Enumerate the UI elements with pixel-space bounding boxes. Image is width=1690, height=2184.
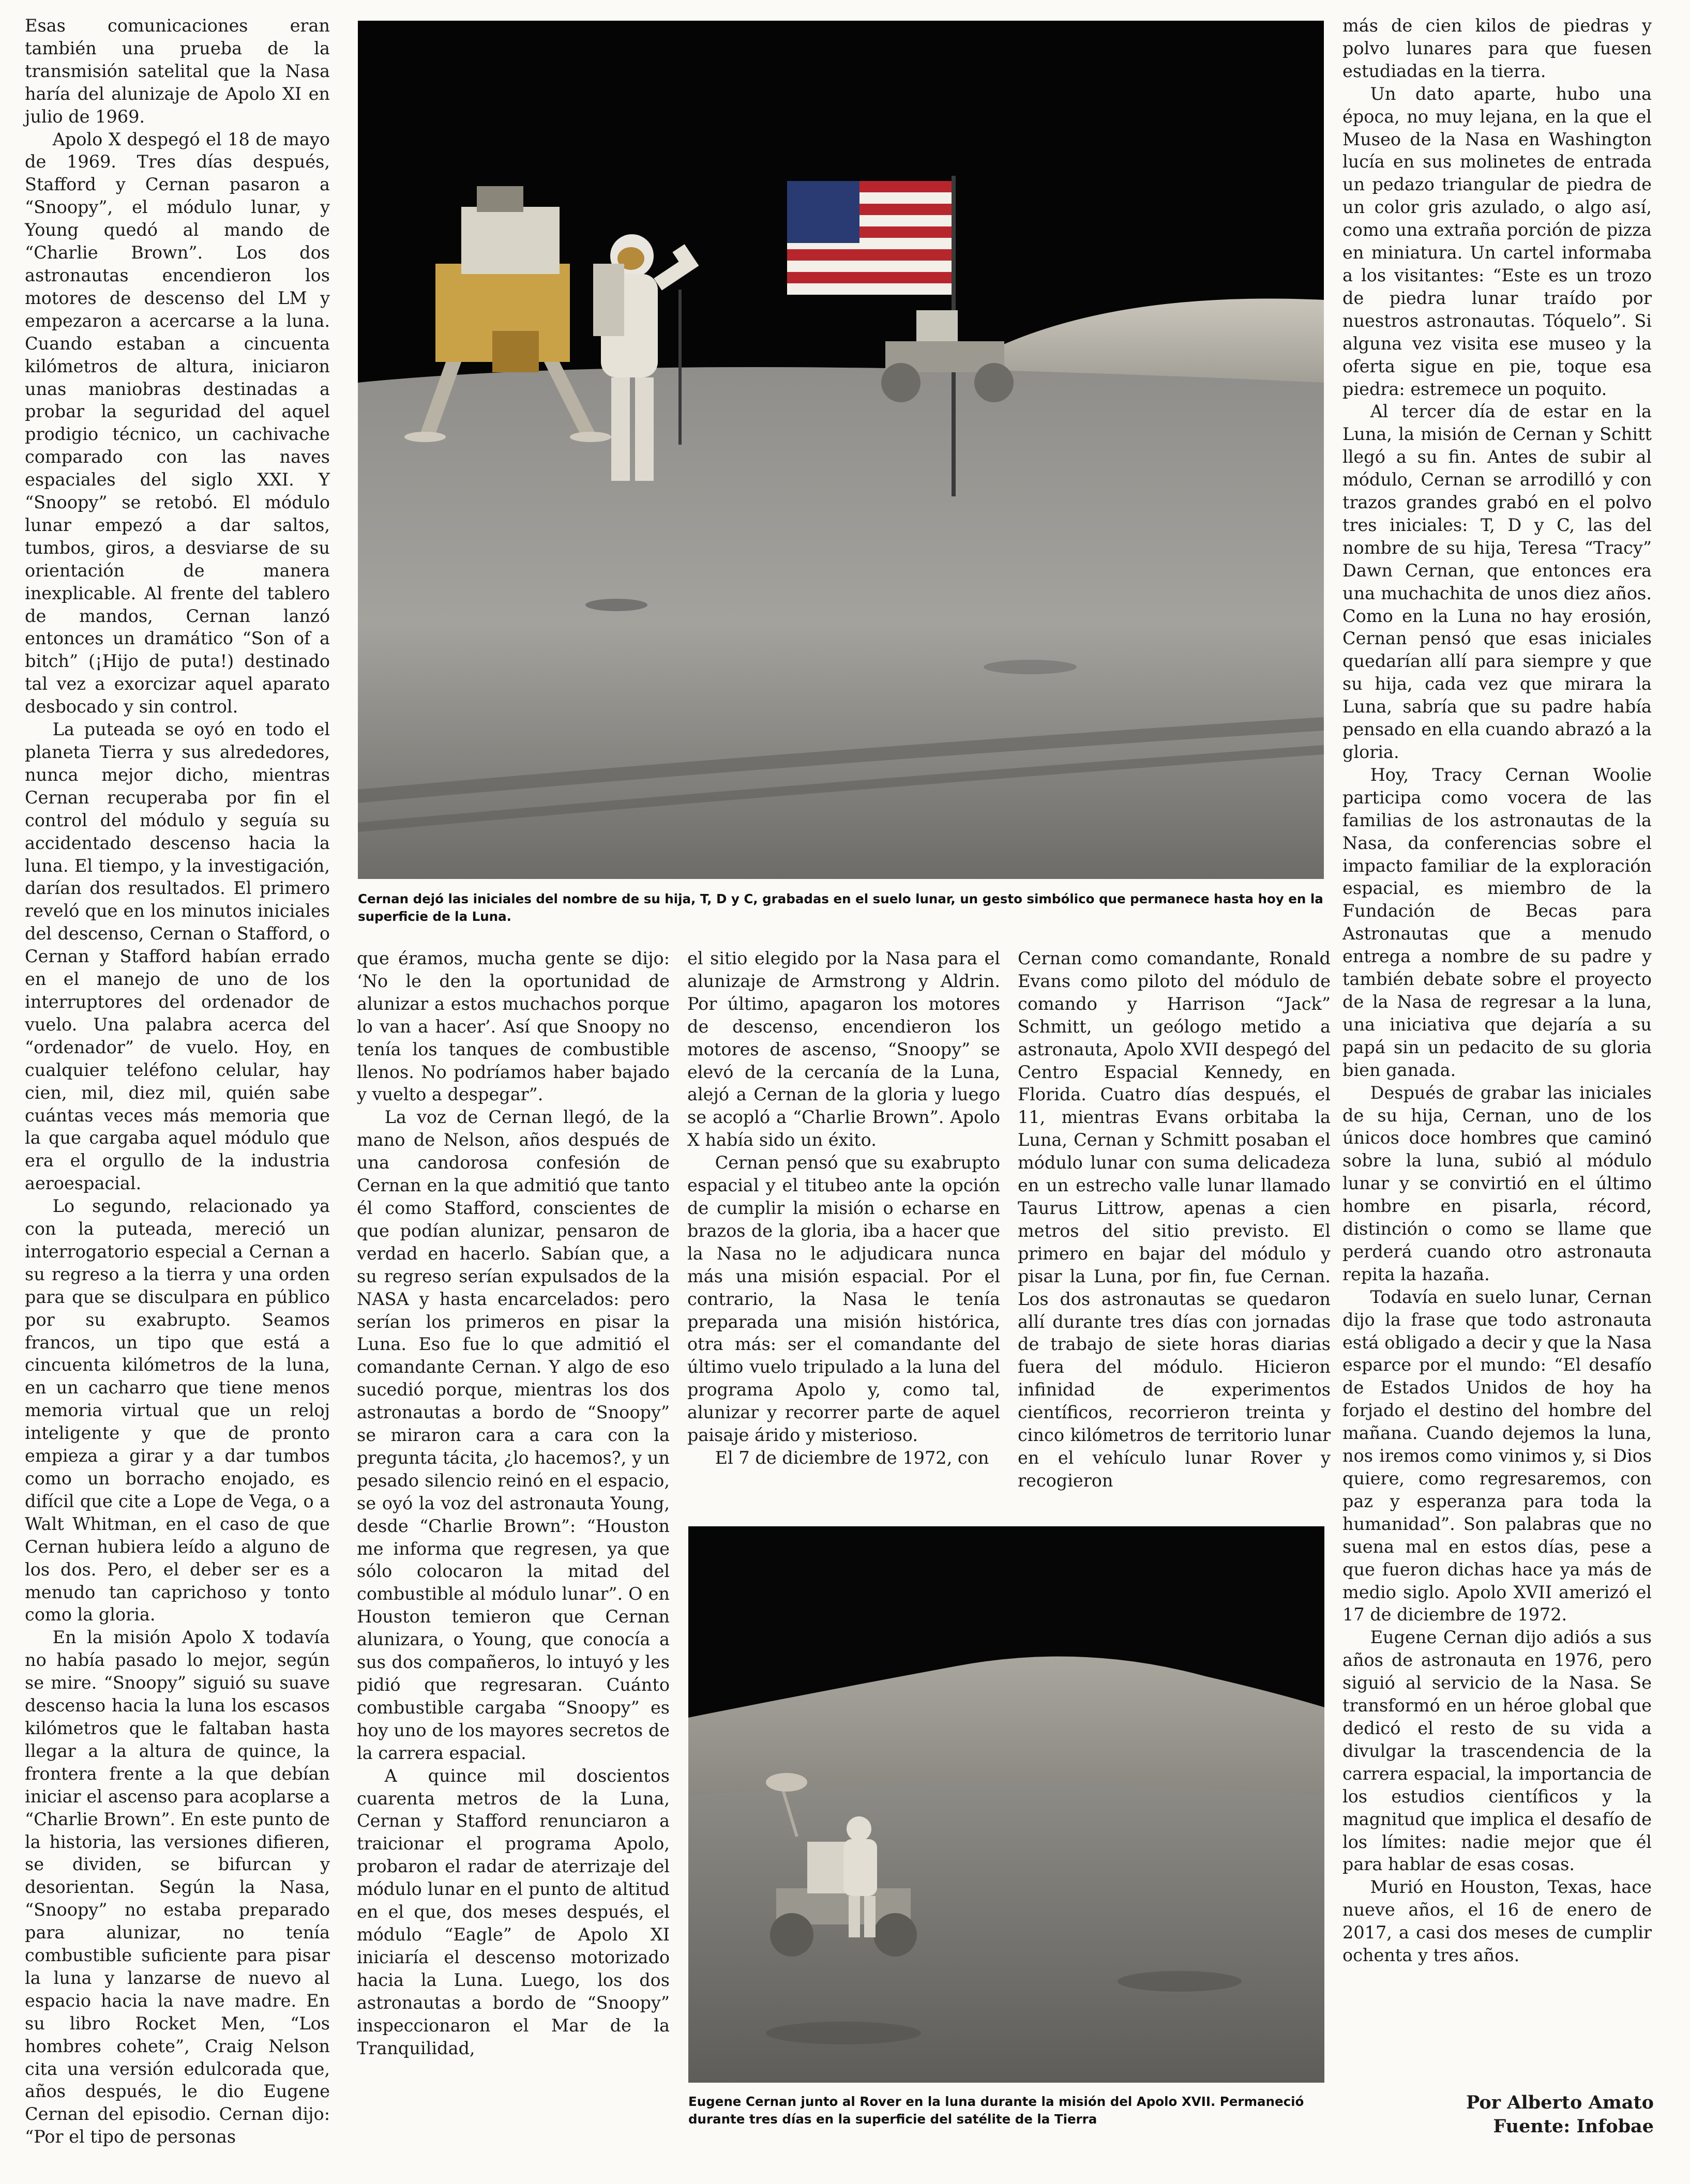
photo-caption: Eugene Cernan junto al Rover en la luna durante la misión del Apolo XVII. Permaneció durante tres días en la superficie del satélite de la Tierra — [688, 2094, 1304, 2127]
paragraph: A quince mil doscientos cuarenta metros de la Luna, Cernan y Stafford renunciaron a traicionar el programa Apolo, probaron el radar de aterrizaje del módulo lunar en el punto de altitud en el que, dos meses después, el módulo “Eagle” de Apolo XI iniciaría el descenso motorizado hacia la Luna. Luego, los dos astronautas a bordo de “Snoopy” inspeccionaron el Mar de la Tranquilidad, — [357, 1765, 670, 2058]
paragraph: Todavía en suelo lunar, Cernan dijo la frase que todo astronauta está obligado a decir y que la Nasa esparce por el mundo: “El desafío de Estados Unidos de hoy ha forjado el destino del hombre del mañana. Cuando dejemos la luna, nos iremos como vinimos y, si Dios quiere, como regresaremos, con paz y esperanza para toda la humanidad”. Son palabras que no suena mal en estos días, pese a que fueron dichas hace ya más de medio siglo. Apolo XVII amerizó el 17 de diciembre de 1972. — [1342, 1286, 1652, 1625]
paragraph: La voz de Cernan llegó, de la mano de Nelson, años después de una candorosa confesión de Cernan en la que admitió que tanto él como Stafford, conscientes de que podían alunizar, pensaron de verdad en hacerlo. Sabían que, a su regreso serían expulsados de la NASA y hasta encarcelados: pero serían los primeros en pisar la Luna. Eso fue lo que admitió el comandante Cernan. Y algo de eso sucedió porque, mientras los dos astronautas a bordo de “Snoopy” se miraron cara a cara con la pregunta tácita, ¿lo hacemos?, y un pesado silencio reinó en el espacio, se oyó la voz del astronauta Young, desde “Charlie Brown”: “Houston me informa que regresen, ya que sólo colocaron la mitad del combustible al módulo lunar”. O en Houston temieron que Cernan alunizara, o Young, que conocía a sus dos compañeros, lo intuyó y les pidió que regresaran. Cuánto combustible cargaba “Snoopy” es hoy uno de los mayores secretos de la carrera espacial. — [357, 1107, 670, 1763]
source: Fuente: Infobae — [1493, 2116, 1654, 2137]
article-column-1 — [25, 14, 330, 2148]
paragraph: Eugene Cernan dijo adiós a sus años de astronauta en 1976, pero siguió al servicio de la Nasa. Se transformó en un héroe global que dedicó el resto de su vida a divulgar la trascendencia de la carrera espacial, la importancia de los estudios científicos y la magnitud que implica el desafío de los límites: nadie mejor que él para hablar de esas cosas. — [1342, 1627, 1652, 1875]
article-column-2 — [357, 947, 670, 2059]
article-column-3 — [687, 947, 1000, 1469]
paragraph: Al tercer día de estar en la Luna, la misión de Cernan y Schitt llegó a su fin. Antes de subir al módulo, Cernan se arrodilló y con trazos grandes grabó en el polvo tres iniciales: T, D y C, las del nombre de su hija, Teresa “Tracy” Dawn Cernan, que entonces era una muchachita de unos diez años. Como en la Luna no hay erosión, Cernan pensó que esas iniciales quedarían allí para siempre y que su hija, cada vez que mirara la Luna, sabría que su padre había pensado en ella cuando abrazó a la gloria. — [1342, 401, 1652, 762]
paragraph: Lo segundo, relacionado ya con la puteada, mereció un interrogatorio especial a Cernan a su regreso a la tierra y una orden para que se disculpara en público por su exabrupto. Seamos francos, un tipo que está a cincuenta kilómetros de la luna, en un cacharro que tiene menos memoria virtual que un reloj inteligente y que de pronto empieza a girar y a dar tumbos como un borracho enojado, es difícil que cite a Lope de Vega, o a Walt Whitman, en el caso de que Cernan hubiera leído a alguno de los dos. Pero, el deber ser es a menudo tan caprichoso y tonto como la gloria. — [25, 1196, 330, 1625]
article-column-5 — [1342, 14, 1652, 1967]
article-column-4 — [1018, 947, 1331, 1492]
paragraph: Hoy, Tracy Cernan Woolie participa como vocera de las familias de los astronautas de la Nasa, da conferencias sobre el impacto familiar de la exploración espacial, es miembro de la Fundación de Becas para Astronautas que a menudo entrega a nombre de su padre y también debate sobre el proyecto de la Nasa de regresar a la luna, una iniciativa que dejaría a su papá sin un pedacito de su gloria bien ganada. — [1342, 764, 1652, 1080]
paragraph: El 7 de diciembre de 1972, con — [715, 1447, 989, 1468]
paragraph: que éramos, mucha gente se dijo: ‘No le den la oportunidad de alunizar a estos muchachos porque lo van a hacer’. Así que Snoopy no tenía los tanques de combustible llenos. No podríamos haber bajado y vuelto a despegar”. — [357, 948, 670, 1105]
photo-lunar-rover — [688, 1526, 1324, 2083]
author: Por Alberto Amato — [1466, 2092, 1654, 2113]
paragraph: el sitio elegido por la Nasa para el alunizaje de Armstrong y Aldrin. Por último, apagaron los motores de descenso, encendieron los motores de ascenso, “Snoopy” se elevó de la cercanía de la Luna, alejó a Cernan de la gloria y luego se acopló a “Charlie Brown”. Apolo X había sido un éxito. — [687, 948, 1000, 1150]
paragraph: Un dato aparte, hubo una época, no muy lejana, en la que el Museo de la Nasa en Washington lucía en sus molinetes de entrada un pedazo triangular de piedra de un color gris azulado, o algo así, como una extraña porción de pizza en miniatura. Un cartel informaba a los visitantes: “Este es un trozo de piedra lunar traído por nuestros astronautas. Tóquelo”. Si alguna vez visita ese museo y la oferta sigue en pie, toque esa piedra: estremece un poquito. — [1342, 83, 1652, 399]
paragraph: más de cien kilos de piedras y polvo lunares para que fuesen estudiadas en la tierra. — [1342, 16, 1652, 81]
paragraph: Esas comunicaciones eran también una prueba de la transmisión satelital que la Nasa haría del alunizaje de Apolo XI en julio de 1969. — [25, 16, 330, 127]
photo-caption: Cernan dejó las iniciales del nombre de su hija, T, D y C, grabadas en el suelo lunar, un gesto simbólico que permanece hasta hoy en la superficie de la Luna. — [358, 891, 1323, 924]
photo-astronaut-flag — [358, 21, 1324, 879]
paragraph: Después de grabar las iniciales de su hija, Cernan, uno de los únicos doce hombres que caminó sobre la luna, subió al módulo lunar y se convirtió en el último hombre en pisarla, récord, distinción o como se llame que perderá cuando otro astronauta repita la hazaña. — [1342, 1082, 1652, 1284]
paragraph: En la misión Apolo X todavía no había pasado lo mejor, según se mire. “Snoopy” siguió su suave descenso hacia la luna los escasos kilómetros que le faltaban hasta llegar a la altura de quince, la frontera frente a la que debían iniciar el ascenso para acoplarse a “Charlie Brown”. En este punto de la historia, las versiones difieren, se dividen, se bifurcan y desorientan. Según la Nasa, “Snoopy” no estaba preparado para alunizar, no tenía combustible suficiente para pisar la luna y lanzarse de nuevo al espacio hacia la nave madre. En su libro Rocket Men, “Los hombres cohete”, Craig Nelson cita una versión edulcorada que, años después, le dio Eugene Cernan del episodio. Cernan dijo: “Por el tipo de personas — [25, 1627, 330, 2147]
paragraph: La puteada se oyó en todo el planeta Tierra y sus alrededores, nunca mejor dicho, mientras Cernan recuperaba por fin el control del módulo y seguía su accidentado descenso hacia la luna. El tiempo, y la investigación, darían dos resultados. El primero reveló que en los minutos iniciales del descenso, Cernan o Stafford, o Cernan y Stafford habían errado en el manejo de uno de los interruptores del ordenador de vuelo. Una palabra acerca del “ordenador” de vuelo. Hoy, en cualquier teléfono celular, hay cien, mil, diez mil, quién sabe cuántas veces más memoria que la que cargaba aquel módulo que era el orgullo de la industria aeroespacial. — [25, 719, 330, 1194]
paragraph: Murió en Houston, Texas, hace nueve años, el 16 de enero de 2017, a casi dos meses de cumplir ochenta y tres años. — [1342, 1877, 1652, 1966]
paragraph: Apolo X despegó el 18 de mayo de 1969. Tres días después, Stafford y Cernan pasaron a “Snoopy”, el módulo lunar, y Young quedó al mando de “Charlie Brown”. Los dos astronautas encendieron los motores de descenso del LM y empezaron a acercarse a la luna. Cuando estaban a cincuenta kilómetros de altura, iniciaron unas maniobras destinadas a probar la seguridad del aquel prodigio técnico, un cachivache comparado con las naves espaciales del siglo XXI. Y “Snoopy” se retobó. El módulo lunar empezó a dar saltos, tumbos, giros, a desviarse de su orientación de manera inexplicable. Al frente del tablero de mandos, Cernan lanzó entonces un dramático “Son of a bitch” (¡Hijo de puta!) destinado tal vez a exorcizar aquel aparato desbocado y sin control. — [25, 129, 330, 717]
byline — [1466, 2091, 1654, 2138]
paragraph: Cernan como comandante, Ronald Evans como piloto del módulo de comando y Harrison “Jack” Schmitt, un geólogo metido a astronauta, Apolo XVII despegó del Centro Espacial Kennedy, en Florida. Cuatro días después, el 11, mientras Evans orbitaba la Luna, Cernan y Schmitt posaban el módulo lunar con suma delicadeza en un estrecho valle lunar llamado Taurus Littrow, apenas a cien metros del sitio previsto. El primero en bajar del módulo y pisar la Luna, por fin, fue Cernan. Los dos astronautas se quedaron allí durante tres días con jornadas de trabajo de siete horas diarias fuera del módulo. Hicieron infinidad de experimentos científicos, recorrieron treinta y cinco kilómetros de territorio lunar en el vehículo lunar Rover y recogieron — [1018, 948, 1331, 1491]
paragraph: Cernan pensó que su exabrupto espacial y el titubeo ante la opción de cumplir la misión o echarse en brazos de la gloria, iba a hacer que la Nasa no le adjudicara nunca más una misión espacial. Por el contrario, la Nasa le tenía preparada una misión histórica, otra más: ser el comandante del último vuelo tripulado a la luna del programa Apolo y, como tal, alunizar y recorrer parte de aquel paisaje árido y misterioso. — [687, 1152, 1000, 1446]
